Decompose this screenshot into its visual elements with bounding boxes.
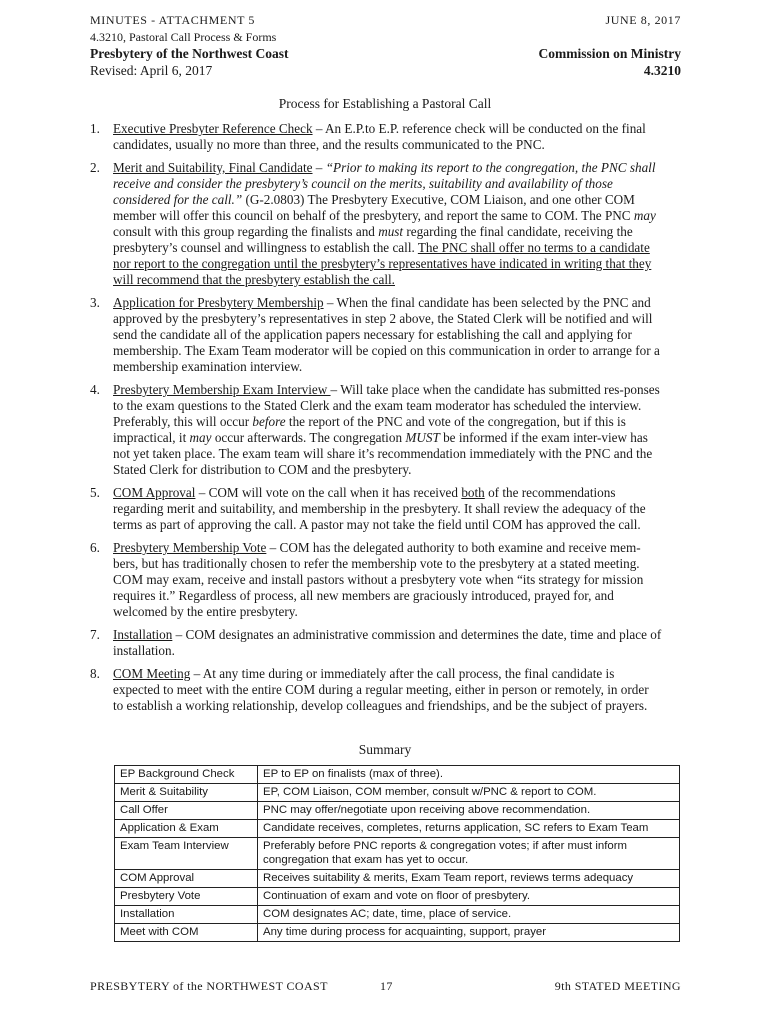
header-row-4	[90, 63, 681, 79]
step-text: be informed if the exam inter-view has not yet taken place. The exam team will share it’s recommendation immediately with the PNC and the Stated Clerk for distribution to COM and the presbytery.	[113, 430, 653, 477]
step-heading: COM Approval	[113, 485, 196, 500]
step-underlined-word: both	[461, 485, 485, 500]
header-row-2	[90, 30, 681, 45]
step-text: consult with this group regarding the finalists and	[113, 224, 379, 239]
step-heading: Merit and Suitability, Final Candidate	[113, 160, 313, 175]
table-row	[115, 870, 680, 888]
step-1	[90, 121, 662, 153]
step-quote: “Prior to making its report to the congregation, the PNC shall receive and consider the presbytery’s council on the merits, suitability and availability of those considered for the call.”	[113, 160, 656, 207]
step-text: – COM designates an administrative commission and determines the date, time and place of installation.	[113, 627, 662, 658]
header-date: JUNE 8, 2017	[605, 13, 681, 27]
step-body	[113, 382, 662, 478]
step-heading: Presbytery Membership Vote	[113, 540, 267, 555]
summary-step: Presbytery Vote	[115, 888, 258, 906]
summary-step: Call Offer	[115, 802, 258, 820]
step-body	[113, 485, 662, 533]
summary-step: Merit & Suitability	[115, 784, 258, 802]
step-number: 3.	[90, 295, 100, 310]
header-attachment: MINUTES - ATTACHMENT 5	[90, 13, 256, 27]
step-text: regarding the final candidate, receiving the presbytery’s counsel and willingness to establish the call.	[113, 224, 633, 255]
step-number: 6.	[90, 540, 100, 555]
table-row	[115, 838, 680, 870]
summary-step: Installation	[115, 906, 258, 924]
header-row-3	[90, 46, 681, 62]
footer-meeting: 9th STATED MEETING	[554, 979, 681, 993]
summary-title: Summary	[358, 742, 412, 757]
step-heading: COM Meeting	[113, 666, 191, 681]
step-number: 1.	[90, 121, 100, 136]
page-footer	[90, 979, 681, 994]
step-emphasis: may	[189, 430, 212, 445]
table-row	[115, 802, 680, 820]
step-5	[90, 485, 662, 533]
step-body	[113, 627, 662, 659]
summary-description: PNC may offer/negotiate upon receiving above recommendation.	[258, 802, 680, 820]
summary-description: Candidate receives, completes, returns application, SC refers to Exam Team	[258, 820, 680, 838]
summary-table	[114, 765, 680, 942]
step-heading: Executive Presbyter Reference Check	[113, 121, 313, 136]
table-row	[115, 820, 680, 838]
step-text: of the recommendations regarding merit and suitability, and membership in the presbytery. It shall review the adequacy of the terms as part of approving the call. A pastor may not take the field until COM has approved the call.	[113, 485, 646, 532]
table-row	[115, 924, 680, 942]
summary-step: EP Background Check	[115, 766, 258, 784]
header-revised: Revised: April 6, 2017	[90, 63, 213, 78]
summary-description: Receives suitability & merits, Exam Team report, reviews terms adequacy	[258, 870, 680, 888]
step-2	[90, 160, 662, 288]
process-steps	[90, 121, 662, 721]
step-4	[90, 382, 662, 478]
step-text: – COM will vote on the call when it has received	[195, 485, 462, 500]
step-body	[113, 666, 662, 714]
step-text: the report of the PNC and vote of the congregation, but if this is impractical, it	[113, 414, 626, 445]
header-section: 4.3210, Pastoral Call Process & Forms	[90, 30, 277, 44]
step-text: –	[312, 160, 326, 175]
summary-description: Continuation of exam and vote on floor of presbytery.	[258, 888, 680, 906]
step-emphasis: MUST	[405, 430, 440, 445]
step-number: 5.	[90, 485, 100, 500]
summary-description: EP to EP on finalists (max of three).	[258, 766, 680, 784]
step-text: occur afterwards. The congregation	[211, 430, 406, 445]
step-heading: Presbytery Membership Exam Interview	[113, 382, 331, 397]
step-emphasis: must	[378, 224, 404, 239]
step-heading: Application for Presbytery Membership	[113, 295, 324, 310]
step-number: 2.	[90, 160, 100, 175]
step-text: – COM has the delegated authority to both examine and receive mem-bers, but has traditionally chosen to refer the membership vote to the presbytery at a stated meeting. COM may exam, receive and install pastors without a presbytery vote when “its strategy for mission requires it.” Regardless of process, all new members are graciously introduced, prayed for, and welcomed by the entire presbytery.	[113, 540, 644, 619]
footer-presbytery: PRESBYTERY of the NORTHWEST COAST	[90, 979, 328, 993]
step-text: (G-2.0803) The Presbytery Executive, COM Liaison, and one other COM member will offer this council on behalf of the presbytery, and report the same to COM. The PNC	[113, 192, 635, 223]
summary-description: Preferably before PNC reports & congregation votes; if after must inform congregation that exam has yet to occur.	[258, 838, 680, 870]
step-3	[90, 295, 662, 375]
step-body	[113, 295, 662, 375]
step-emphasis: before	[252, 414, 286, 429]
step-heading: Installation	[113, 627, 173, 642]
step-7	[90, 627, 662, 659]
step-8	[90, 666, 662, 714]
table-row	[115, 784, 680, 802]
step-body	[113, 540, 662, 620]
table-row	[115, 766, 680, 784]
header-commission: Commission on Ministry	[538, 46, 681, 61]
summary-step: Exam Team Interview	[115, 838, 258, 870]
summary-description: Any time during process for acquainting, support, prayer	[258, 924, 680, 942]
step-text: – An E.P.to E.P. reference check will be conducted on the final candidates, usually no more than three, and the results communicated to the PNC.	[113, 121, 646, 152]
page-number: 17	[380, 979, 393, 993]
summary-step: Application & Exam	[115, 820, 258, 838]
step-underlined-text: The PNC shall offer no terms to a candidate nor report to the congregation until the presbytery’s representatives have indicated in writing that they will recommend that the presbytery establish the call.	[113, 240, 652, 287]
step-number: 4.	[90, 382, 100, 397]
summary-description: COM designates AC; date, time, place of service.	[258, 906, 680, 924]
step-number: 7.	[90, 627, 100, 642]
table-row	[115, 888, 680, 906]
step-6	[90, 540, 662, 620]
step-body	[113, 121, 662, 153]
step-number: 8.	[90, 666, 100, 681]
step-text: – When the final candidate has been selected by the PNC and approved by the presbytery’s representatives in step 2 above, the Stated Clerk will be notified and will send the candidate all of the application papers necessary for establishing the call and applying for membership. The Exam Team moderator will be copied on this communication in order to arrange for a membership examination interview.	[113, 295, 660, 374]
page-title: Process for Establishing a Pastoral Call	[278, 96, 492, 111]
summary-step: COM Approval	[115, 870, 258, 888]
summary-step: Meet with COM	[115, 924, 258, 942]
step-text: – Will take place when the candidate has submitted res-ponses to the exam questions to the Stated Clerk and the exam team moderator has scheduled the interview. Preferably, this will occur	[113, 382, 660, 429]
summary-description: EP, COM Liaison, COM member, consult w/PNC & report to COM.	[258, 784, 680, 802]
header-presbytery: Presbytery of the Northwest Coast	[90, 46, 289, 61]
step-text: – At any time during or immediately after the call process, the final candidate is expected to meet with the entire COM during a regular meeting, either in person or remotely, in order to establish a working relationship, develop colleagues and friendships, and be the subject of prayers.	[113, 666, 649, 713]
step-emphasis: may	[633, 208, 656, 223]
table-row	[115, 906, 680, 924]
header-number: 4.3210	[643, 63, 681, 78]
step-body	[113, 160, 662, 288]
header-row-1	[90, 13, 681, 28]
